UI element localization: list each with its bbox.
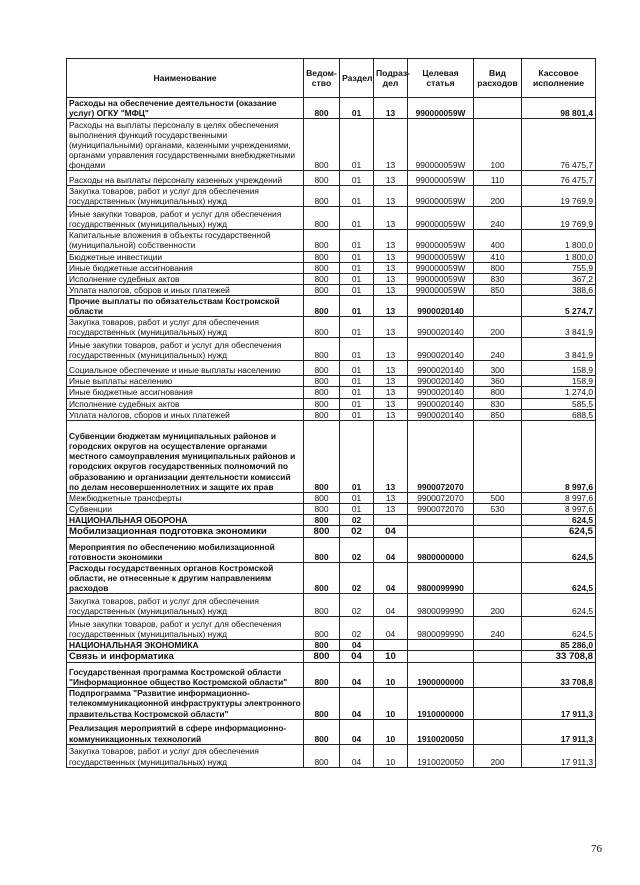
row-target-article: 990000059W — [408, 230, 474, 251]
table-row — [67, 295, 596, 316]
row-cash-execution: 3 841,9 — [522, 317, 596, 338]
row-ministry: 800 — [304, 719, 340, 744]
table-row — [67, 492, 596, 503]
table-row — [67, 420, 596, 492]
row-subsection: 13 — [374, 409, 408, 420]
row-target-article: 9800099990 — [408, 562, 474, 593]
row-subsection: 13 — [374, 186, 408, 207]
row-name: Закупка товаров, работ и услуг для обеспечения государственных (муниципальных) нужд — [67, 594, 304, 617]
row-target-article: 9900020140 — [408, 361, 474, 376]
row-subsection: 13 — [374, 207, 408, 230]
row-ministry: 800 — [304, 420, 340, 492]
row-target-article — [408, 640, 474, 651]
row-ministry: 800 — [304, 744, 340, 767]
table-row — [67, 525, 596, 537]
row-target-article: 990000059W — [408, 207, 474, 230]
row-ministry: 800 — [304, 230, 340, 251]
row-name: Субвенции бюджетам муниципальных районов и городских округов на осуществление органами местного самоуправления муниципальных районов и городских округов государственных полномочий по образованию и организации деятельности комиссий по делам несовершеннолетних и защите их прав — [67, 420, 304, 492]
table-row — [67, 119, 596, 171]
row-section: 01 — [340, 317, 374, 338]
row-section: 01 — [340, 98, 374, 119]
row-cash-execution: 1 800,0 — [522, 230, 596, 251]
row-section: 01 — [340, 119, 374, 171]
row-subsection: 13 — [374, 503, 408, 514]
table-row — [67, 640, 596, 651]
budget-table — [66, 58, 596, 768]
row-expense-type — [474, 514, 522, 525]
row-name: Закупка товаров, работ и услуг для обеспечения государственных (муниципальных) нужд — [67, 744, 304, 767]
row-name: НАЦИОНАЛЬНАЯ ОБОРОНА — [67, 514, 304, 525]
row-subsection: 04 — [374, 594, 408, 617]
row-subsection: 13 — [374, 420, 408, 492]
row-ministry: 800 — [304, 207, 340, 230]
row-ministry: 800 — [304, 273, 340, 284]
row-name: Иные бюджетные ассигнования — [67, 387, 304, 398]
page-number: 76 — [591, 843, 602, 855]
row-expense-type: 400 — [474, 230, 522, 251]
row-ministry: 800 — [304, 651, 340, 663]
row-cash-execution: 8 997,6 — [522, 492, 596, 503]
row-subsection: 13 — [374, 387, 408, 398]
row-cash-execution: 8 997,6 — [522, 420, 596, 492]
row-section: 01 — [340, 420, 374, 492]
header-name: Наименование — [67, 59, 304, 98]
row-target-article: 9900072070 — [408, 492, 474, 503]
row-subsection: 13 — [374, 273, 408, 284]
row-section: 01 — [340, 387, 374, 398]
row-cash-execution: 76 475,7 — [522, 119, 596, 171]
row-expense-type: 200 — [474, 594, 522, 617]
row-name: НАЦИОНАЛЬНАЯ ЭКОНОМИКА — [67, 640, 304, 651]
row-target-article: 9800000000 — [408, 537, 474, 562]
row-subsection: 13 — [374, 119, 408, 171]
row-subsection: 10 — [374, 744, 408, 767]
row-subsection: 13 — [374, 98, 408, 119]
row-ministry: 800 — [304, 398, 340, 409]
row-subsection: 13 — [374, 284, 408, 295]
row-subsection: 04 — [374, 562, 408, 593]
row-cash-execution: 17 911,3 — [522, 688, 596, 719]
row-section: 02 — [340, 562, 374, 593]
row-section: 04 — [340, 719, 374, 744]
row-section: 01 — [340, 207, 374, 230]
row-ministry: 800 — [304, 317, 340, 338]
table-row — [67, 251, 596, 262]
row-subsection — [374, 514, 408, 525]
row-cash-execution: 688,5 — [522, 409, 596, 420]
row-ministry: 800 — [304, 119, 340, 171]
row-expense-type: 110 — [474, 171, 522, 186]
row-name: Исполнение судебных актов — [67, 398, 304, 409]
row-ministry: 800 — [304, 514, 340, 525]
row-section: 01 — [340, 361, 374, 376]
header-ministry: Ведом-ство — [304, 59, 340, 98]
table-row — [67, 562, 596, 593]
row-expense-type: 800 — [474, 387, 522, 398]
row-target-article: 9900072070 — [408, 420, 474, 492]
row-ministry: 800 — [304, 503, 340, 514]
table-header-row — [67, 59, 596, 98]
row-cash-execution: 5 274,7 — [522, 295, 596, 316]
row-cash-execution: 17 911,3 — [522, 744, 596, 767]
row-ministry: 800 — [304, 688, 340, 719]
table-row — [67, 273, 596, 284]
row-expense-type: 200 — [474, 186, 522, 207]
row-expense-type: 850 — [474, 409, 522, 420]
row-subsection: 13 — [374, 317, 408, 338]
row-cash-execution: 1 800,0 — [522, 251, 596, 262]
table-row — [67, 503, 596, 514]
table-row — [67, 398, 596, 409]
row-subsection: 04 — [374, 525, 408, 537]
row-section: 01 — [340, 273, 374, 284]
row-ministry: 800 — [304, 562, 340, 593]
row-name: Закупка товаров, работ и услуг для обеспечения государственных (муниципальных) нужд — [67, 186, 304, 207]
row-expense-type: 360 — [474, 376, 522, 387]
row-cash-execution: 624,5 — [522, 594, 596, 617]
row-target-article: 990000059W — [408, 98, 474, 119]
row-expense-type: 200 — [474, 744, 522, 767]
row-cash-execution: 158,9 — [522, 361, 596, 376]
header-target-article: Целевая статья — [408, 59, 474, 98]
row-section: 04 — [340, 651, 374, 663]
row-subsection: 13 — [374, 295, 408, 316]
row-subsection: 10 — [374, 688, 408, 719]
row-target-article: 990000059W — [408, 262, 474, 273]
row-target-article: 9900020140 — [408, 295, 474, 316]
row-section: 01 — [340, 230, 374, 251]
row-ministry: 800 — [304, 594, 340, 617]
row-expense-type: 830 — [474, 273, 522, 284]
table-row — [67, 663, 596, 688]
row-section: 01 — [340, 503, 374, 514]
row-section: 04 — [340, 688, 374, 719]
table-row — [67, 361, 596, 376]
table-row — [67, 262, 596, 273]
row-ministry: 800 — [304, 186, 340, 207]
row-name: Бюджетные инвестиции — [67, 251, 304, 262]
row-section: 01 — [340, 376, 374, 387]
row-name: Мероприятия по обеспечению мобилизационной готовности экономики — [67, 537, 304, 562]
row-subsection: 13 — [374, 398, 408, 409]
row-ministry: 800 — [304, 617, 340, 640]
row-expense-type: 530 — [474, 503, 522, 514]
row-cash-execution: 8 997,6 — [522, 503, 596, 514]
table-row — [67, 617, 596, 640]
row-cash-execution: 624,5 — [522, 514, 596, 525]
row-name: Капитальные вложения в объекты государственной (муниципальной) собственности — [67, 230, 304, 251]
table-row — [67, 744, 596, 767]
row-ministry: 800 — [304, 387, 340, 398]
row-target-article: 1910000000 — [408, 688, 474, 719]
row-section: 01 — [340, 186, 374, 207]
row-target-article: 990000059W — [408, 284, 474, 295]
row-ministry: 800 — [304, 284, 340, 295]
row-cash-execution: 624,5 — [522, 617, 596, 640]
row-cash-execution: 585,5 — [522, 398, 596, 409]
row-expense-type — [474, 537, 522, 562]
row-subsection: 04 — [374, 617, 408, 640]
header-expense-type: Вид расходов — [474, 59, 522, 98]
row-target-article: 1910020050 — [408, 744, 474, 767]
row-expense-type: 410 — [474, 251, 522, 262]
row-expense-type — [474, 651, 522, 663]
row-cash-execution: 388,6 — [522, 284, 596, 295]
row-target-article: 9900020140 — [408, 317, 474, 338]
table-row — [67, 594, 596, 617]
row-cash-execution: 17 911,3 — [522, 719, 596, 744]
row-expense-type: 500 — [474, 492, 522, 503]
row-section: 01 — [340, 284, 374, 295]
row-name: Прочие выплаты по обязательствам Костромской области — [67, 295, 304, 316]
table-row — [67, 688, 596, 719]
row-section: 01 — [340, 295, 374, 316]
table-row — [67, 514, 596, 525]
row-subsection: 13 — [374, 361, 408, 376]
table-row — [67, 387, 596, 398]
row-name: Иные бюджетные ассигнования — [67, 262, 304, 273]
row-cash-execution: 76 475,7 — [522, 171, 596, 186]
header-cash-execution: Кассовое исполнение — [522, 59, 596, 98]
row-name: Реализация мероприятий в сфере информационно-коммуникационных технологий — [67, 719, 304, 744]
row-name: Уплата налогов, сборов и иных платежей — [67, 284, 304, 295]
row-expense-type — [474, 420, 522, 492]
row-target-article: 9900020140 — [408, 409, 474, 420]
row-ministry: 800 — [304, 295, 340, 316]
row-ministry: 800 — [304, 525, 340, 537]
row-name: Закупка товаров, работ и услуг для обеспечения государственных (муниципальных) нужд — [67, 317, 304, 338]
row-target-article: 990000059W — [408, 119, 474, 171]
row-ministry: 800 — [304, 262, 340, 273]
row-cash-execution: 624,5 — [522, 537, 596, 562]
row-section: 04 — [340, 663, 374, 688]
row-target-article: 9800099990 — [408, 594, 474, 617]
table-row — [67, 186, 596, 207]
row-cash-execution: 98 801,4 — [522, 98, 596, 119]
row-cash-execution: 624,5 — [522, 525, 596, 537]
row-section: 04 — [340, 640, 374, 651]
row-expense-type — [474, 562, 522, 593]
row-section: 01 — [340, 398, 374, 409]
row-subsection: 13 — [374, 262, 408, 273]
row-name: Иные выплаты населению — [67, 376, 304, 387]
row-section: 02 — [340, 537, 374, 562]
table-row — [67, 230, 596, 251]
row-ministry: 800 — [304, 492, 340, 503]
row-name: Уплата налогов, сборов и иных платежей — [67, 409, 304, 420]
row-target-article: 9900020140 — [408, 387, 474, 398]
row-cash-execution: 33 708,8 — [522, 651, 596, 663]
row-target-article: 9800099990 — [408, 617, 474, 640]
row-target-article — [408, 525, 474, 537]
row-ministry: 800 — [304, 663, 340, 688]
row-expense-type: 100 — [474, 119, 522, 171]
row-target-article: 1900000000 — [408, 663, 474, 688]
row-expense-type: 240 — [474, 207, 522, 230]
row-subsection: 13 — [374, 376, 408, 387]
row-subsection: 13 — [374, 251, 408, 262]
row-expense-type: 240 — [474, 338, 522, 361]
row-ministry: 800 — [304, 640, 340, 651]
row-section: 01 — [340, 171, 374, 186]
row-name: Расходы государственных органов Костромской области, не отнесенные к другим направлениям расходов — [67, 562, 304, 593]
row-name: Социальное обеспечение и иные выплаты населению — [67, 361, 304, 376]
row-target-article: 990000059W — [408, 186, 474, 207]
row-expense-type — [474, 640, 522, 651]
row-ministry: 800 — [304, 251, 340, 262]
row-name: Иные закупки товаров, работ и услуг для обеспечения государственных (муниципальных) нужд — [67, 338, 304, 361]
row-name: Межбюджетные трансферты — [67, 492, 304, 503]
table-row — [67, 537, 596, 562]
row-subsection: 13 — [374, 492, 408, 503]
row-name: Иные закупки товаров, работ и услуг для обеспечения государственных (муниципальных) нужд — [67, 207, 304, 230]
row-expense-type: 830 — [474, 398, 522, 409]
row-subsection: 10 — [374, 719, 408, 744]
row-subsection: 13 — [374, 338, 408, 361]
row-target-article — [408, 651, 474, 663]
row-name: Субвенции — [67, 503, 304, 514]
row-target-article — [408, 514, 474, 525]
row-expense-type: 300 — [474, 361, 522, 376]
row-expense-type — [474, 663, 522, 688]
row-cash-execution: 158,9 — [522, 376, 596, 387]
row-subsection — [374, 640, 408, 651]
row-name: Государственная программа Костромской области "Информационное общество Костромской области" — [67, 663, 304, 688]
row-ministry: 800 — [304, 376, 340, 387]
row-target-article: 990000059W — [408, 273, 474, 284]
row-expense-type: 200 — [474, 317, 522, 338]
row-subsection: 10 — [374, 663, 408, 688]
row-section: 02 — [340, 514, 374, 525]
row-cash-execution: 755,9 — [522, 262, 596, 273]
row-target-article: 9900020140 — [408, 338, 474, 361]
row-expense-type — [474, 98, 522, 119]
row-ministry: 800 — [304, 537, 340, 562]
row-section: 01 — [340, 492, 374, 503]
row-target-article: 9900020140 — [408, 376, 474, 387]
table-row — [67, 651, 596, 663]
row-section: 01 — [340, 409, 374, 420]
row-ministry: 800 — [304, 361, 340, 376]
row-section: 02 — [340, 617, 374, 640]
row-cash-execution: 624,5 — [522, 562, 596, 593]
row-target-article: 9900020140 — [408, 398, 474, 409]
header-section: Раздел — [340, 59, 374, 98]
row-section: 02 — [340, 594, 374, 617]
row-target-article: 9900072070 — [408, 503, 474, 514]
row-ministry: 800 — [304, 171, 340, 186]
row-ministry: 800 — [304, 409, 340, 420]
row-subsection: 10 — [374, 651, 408, 663]
row-cash-execution: 3 841,9 — [522, 338, 596, 361]
table-body — [67, 98, 596, 768]
row-cash-execution: 85 286,0 — [522, 640, 596, 651]
row-expense-type — [474, 525, 522, 537]
row-cash-execution: 367,2 — [522, 273, 596, 284]
row-section: 04 — [340, 744, 374, 767]
row-expense-type: 800 — [474, 262, 522, 273]
row-section: 01 — [340, 262, 374, 273]
row-section: 01 — [340, 338, 374, 361]
table-row — [67, 338, 596, 361]
row-target-article: 990000059W — [408, 171, 474, 186]
table-row — [67, 409, 596, 420]
row-expense-type — [474, 295, 522, 316]
row-expense-type — [474, 719, 522, 744]
row-subsection: 04 — [374, 537, 408, 562]
row-name: Иные закупки товаров, работ и услуг для обеспечения государственных (муниципальных) нужд — [67, 617, 304, 640]
table-row — [67, 719, 596, 744]
row-ministry: 800 — [304, 338, 340, 361]
row-expense-type: 240 — [474, 617, 522, 640]
row-name: Расходы на выплаты персоналу в целях обеспечения выполнения функций государственными (муниципальными) органами, казенными учреждениями, органами управления государственными внебюджетными фондами — [67, 119, 304, 171]
table-row — [67, 284, 596, 295]
row-cash-execution: 1 274,0 — [522, 387, 596, 398]
row-ministry: 800 — [304, 98, 340, 119]
row-section: 02 — [340, 525, 374, 537]
row-cash-execution: 19 769,9 — [522, 207, 596, 230]
row-name: Исполнение судебных актов — [67, 273, 304, 284]
row-name: Мобилизационная подготовка экономики — [67, 525, 304, 537]
table-row — [67, 98, 596, 119]
row-name: Расходы на выплаты персоналу казенных учреждений — [67, 171, 304, 186]
table-row — [67, 207, 596, 230]
row-target-article: 990000059W — [408, 251, 474, 262]
row-section: 01 — [340, 251, 374, 262]
row-expense-type: 850 — [474, 284, 522, 295]
table-row — [67, 171, 596, 186]
row-name: Связь и информатика — [67, 651, 304, 663]
row-expense-type — [474, 688, 522, 719]
table-row — [67, 376, 596, 387]
row-target-article: 1910020050 — [408, 719, 474, 744]
row-subsection: 13 — [374, 230, 408, 251]
row-name: Расходы на обеспечение деятельности (оказание услуг) ОГКУ "МФЦ" — [67, 98, 304, 119]
header-subsection: Подраз-дел — [374, 59, 408, 98]
table-row — [67, 317, 596, 338]
row-cash-execution: 33 708,8 — [522, 663, 596, 688]
row-subsection: 13 — [374, 171, 408, 186]
row-name: Подпрограмма "Развитие информационно-телекоммуникационной инфраструктуры электронного правительства Костромской области" — [67, 688, 304, 719]
row-cash-execution: 19 769,9 — [522, 186, 596, 207]
